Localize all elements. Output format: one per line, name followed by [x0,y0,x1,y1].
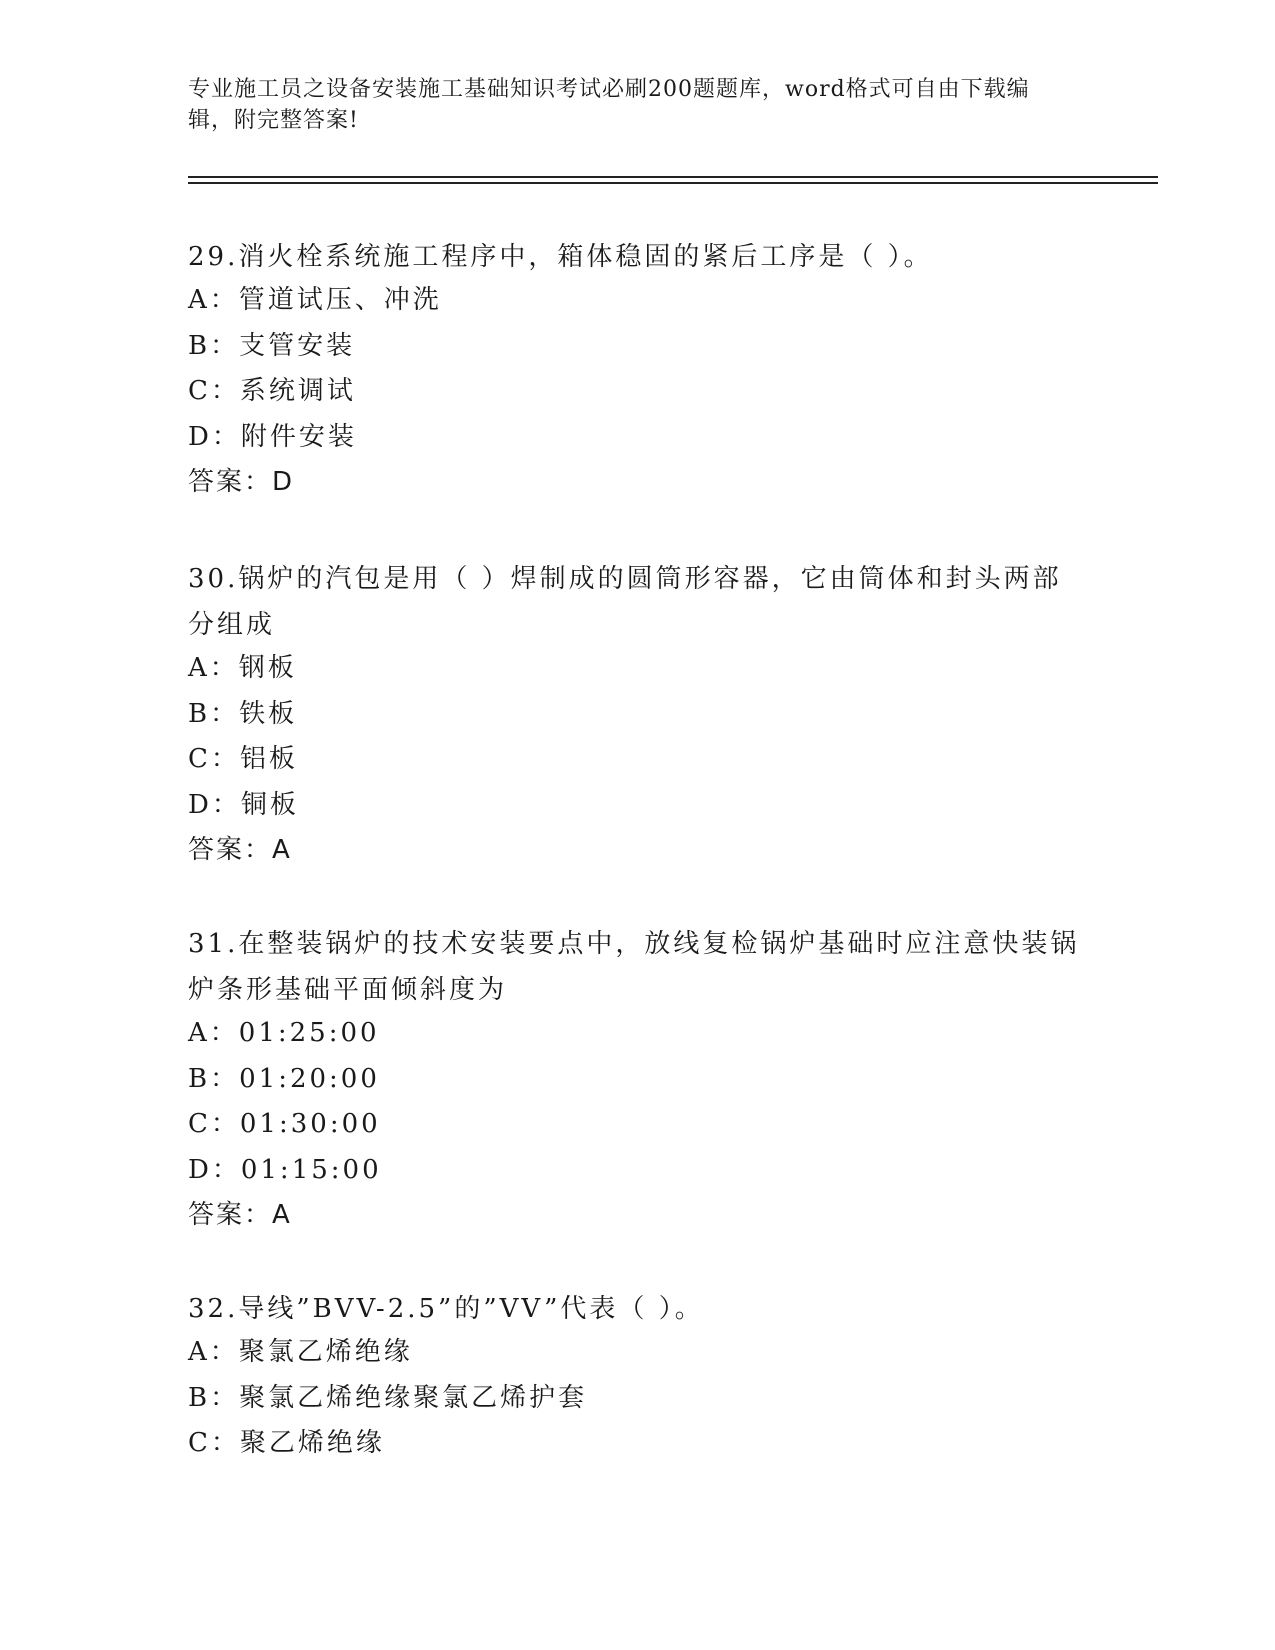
option-c: C：聚乙烯绝缘 [188,1428,385,1458]
option-a: A：聚氯乙烯绝缘 [188,1337,413,1367]
header-title: 专业施工员之设备安装施工基础知识考试必刷200题题库，word格式可自由下载编辑，附完整答案! [188,77,1030,133]
answer: 答案：A [188,835,292,865]
option-d: D：铜板 [188,789,299,820]
question-32 [188,1286,1088,1467]
option-b: B：铁板 [188,698,298,729]
answer: 答案：A [188,1200,292,1230]
option-b: B：聚氯乙烯绝缘聚氯乙烯护套 [188,1382,588,1413]
option-d: D：附件安装 [188,421,357,452]
document-header [188,74,1068,136]
option-a: A：钢板 [188,653,297,683]
question-stem: 31.在整装锅炉的技术安装要点中，放线复检锅炉基础时应注意快装锅炉条形基础平面倾斜度为 [188,929,1080,1005]
option-b: B：支管安装 [188,330,356,361]
question-stem: 29.消火栓系统施工程序中，箱体稳固的紧后工序是（ ）。 [188,242,933,272]
option-d: D：01:15:00 [188,1154,382,1185]
answer: 答案：D [188,467,295,497]
header-rule-top [188,176,1158,178]
question-31 [188,921,1088,1239]
question-stem: 30.锅炉的汽包是用（ ）焊制成的圆筒形容器，它由筒体和封头两部分组成 [188,564,1062,640]
option-c: C：系统调试 [188,376,356,406]
question-29 [188,234,1088,506]
question-stem: 32.导线”BVV-2.5”的”VV”代表（ ）。 [188,1294,704,1324]
option-c: C：铝板 [188,744,298,774]
option-c: C：01:30:00 [188,1109,381,1139]
question-30 [188,556,1088,874]
option-b: B：01:20:00 [188,1063,380,1094]
option-a: A：01:25:00 [188,1018,380,1048]
header-rule-bottom [188,182,1158,184]
option-a: A：管道试压、冲洗 [188,285,442,315]
